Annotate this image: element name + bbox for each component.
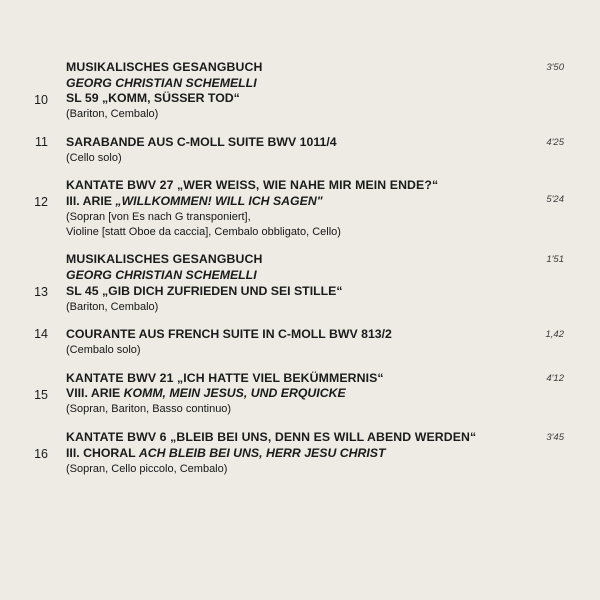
- track-number: 10: [34, 93, 48, 107]
- track-title: [66, 194, 520, 210]
- performers-line: (Sopran [von Es nach G transponiert],: [66, 211, 251, 224]
- track-title: [66, 446, 520, 462]
- track-duration: 5'24: [546, 194, 564, 206]
- track-number: 12: [34, 195, 48, 210]
- composer-name: GEORG CHRISTIAN SCHEMELLI: [66, 267, 257, 282]
- track-duration: 3'45: [546, 431, 564, 443]
- track-row: [18, 60, 564, 122]
- track-body: [66, 429, 564, 476]
- track-duration: 4'25: [546, 136, 564, 148]
- performers-line: (Cembalo solo): [66, 344, 141, 357]
- track-body: [66, 134, 564, 166]
- track-title: [66, 91, 520, 107]
- track-number: 13: [34, 285, 48, 300]
- composer-name: GEORG CHRISTIAN SCHEMELLI: [66, 75, 257, 90]
- track-title-main: SARABANDE AUS C-MOLL SUITE BWV 1011/4: [66, 134, 337, 149]
- track-title-main: VIII. ARIE: [66, 386, 124, 401]
- track-title: [66, 386, 520, 402]
- track-title: [66, 135, 520, 151]
- performers-line: (Bariton, Cembalo): [66, 108, 159, 121]
- work-title: KANTATE BWV 21 „ICH HATTE VIEL BEKÜMMERNIS“: [66, 370, 384, 385]
- track-number: 14: [34, 327, 48, 342]
- track-duration: 3'50: [546, 62, 564, 73]
- track-title-italic: „WILLKOMMEN! WILL ICH SAGEN": [115, 194, 323, 209]
- work-title: MUSIKALISCHES GESANGBUCH: [66, 60, 263, 74]
- track-body: [66, 327, 564, 358]
- track-number: 15: [34, 387, 48, 402]
- tracklist: [18, 60, 564, 476]
- track-title-main: SL 59 „KOMM, SÜSSER TOD“: [66, 91, 240, 106]
- track-row: [18, 252, 564, 314]
- track-title-main: III. ARIE: [66, 194, 116, 209]
- track-title: [66, 284, 520, 300]
- performers-line: (Sopran, Cello piccolo, Cembalo): [66, 462, 228, 475]
- track-title-italic: KOMM, MEIN JESUS, UND ERQUICKE: [123, 386, 346, 401]
- track-body: [66, 252, 564, 314]
- track-title-main: COURANTE AUS FRENCH SUITE IN C-MOLL BWV 813/2: [66, 327, 392, 342]
- performers-line: (Cello solo): [66, 151, 122, 164]
- track-duration: 1,42: [545, 329, 564, 341]
- track-body: [66, 370, 564, 417]
- track-body: [66, 60, 564, 122]
- track-title-main: SL 45 „GIB DICH ZUFRIEDEN UND SEI STILLE“: [66, 283, 343, 298]
- track-duration: 1'51: [546, 254, 564, 266]
- track-row: [18, 134, 564, 166]
- work-title: KANTATE BWV 6 „BLEIB BEI UNS, DENN ES WILL ABEND WERDEN“: [66, 429, 477, 444]
- track-number: 11: [35, 134, 48, 149]
- track-row: [18, 178, 564, 239]
- track-row: [18, 327, 564, 358]
- work-title: KANTATE BWV 27 „WER WEISS, WIE NAHE MIR MEIN ENDE?“: [66, 178, 439, 193]
- performers-line: (Bariton, Cembalo): [66, 300, 159, 313]
- track-title-italic: ACH BLEIB BEI UNS, HERR JESU CHRIST: [138, 445, 386, 460]
- track-row: [18, 370, 564, 417]
- performers-line: (Sopran, Bariton, Basso continuo): [66, 403, 232, 416]
- track-title: [66, 327, 520, 343]
- track-row: [18, 429, 564, 476]
- track-body: [66, 178, 564, 239]
- track-duration: 4'12: [546, 372, 564, 384]
- performers-line: Violine [statt Oboe da caccia], Cembalo obbligato, Cello): [66, 225, 341, 238]
- work-title: MUSIKALISCHES GESANGBUCH: [66, 252, 263, 267]
- track-title-main: III. CHORAL: [66, 445, 139, 460]
- track-number: 16: [34, 446, 48, 461]
